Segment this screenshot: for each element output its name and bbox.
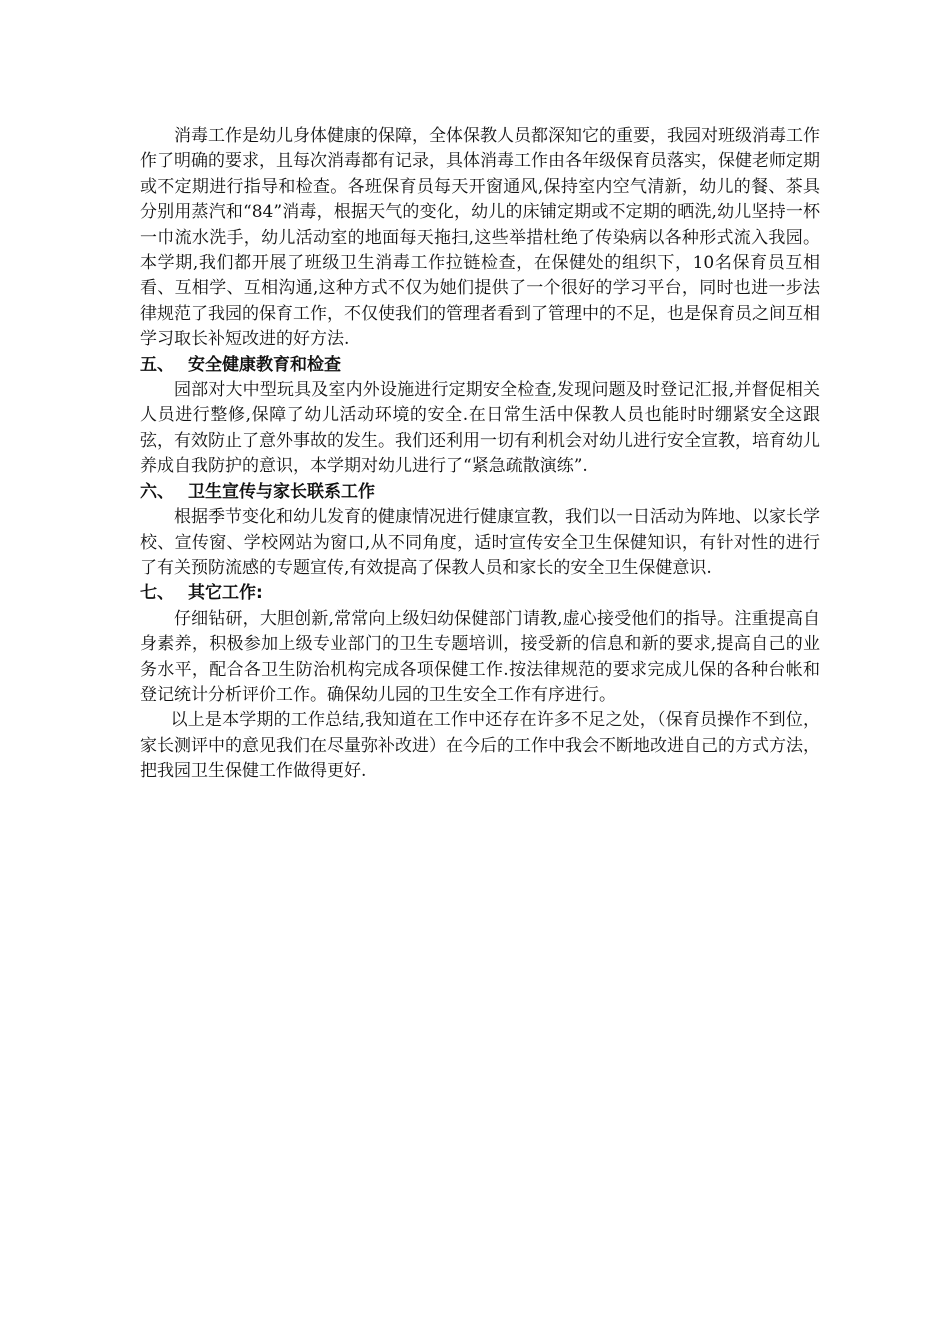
section-heading-other xyxy=(140,581,820,606)
section-heading-safety xyxy=(140,353,820,378)
paragraph-conclusion: 以上是本学期的工作总结,我知道在工作中还存在许多不足之处，（保育员操作不到位，家长测评中的意见我们在尽量弥补改进）在今后的工作中我会不断地改进自己的方式方法，把我园卫生保健工作做得更好. xyxy=(140,710,820,782)
section-title: 卫生宣传与家长联系工作 xyxy=(188,481,375,502)
section-title: 安全健康教育和检查 xyxy=(188,354,341,375)
paragraph-publicity: 根据季节变化和幼儿发育的健康情况进行健康宣教，我们以一日活动为阵地、以家长学校、宣传窗、学校网站为窗口,从不同角度，适时宣传安全卫生保健知识，有针对性的进行了有关预防流感的专题宣传,有效提高了保教人员和家长的安全卫生保健意识. xyxy=(140,507,820,578)
section-heading-publicity xyxy=(140,480,820,505)
paragraph-safety: 园部对大中型玩具及室内外设施进行定期安全检查,发现问题及时登记汇报,并督促相关人员进行整修,保障了幼儿活动环境的安全.在日常生活中保教人员也能时时绷紧安全这跟弦，有效防止了意外事故的发生。我们还利用一切有利机会对幼儿进行安全宣教，培育幼儿养成自我防护的意识，本学期对幼儿进行了“紧急疏散演练”. xyxy=(140,380,820,477)
paragraph-disinfection: 消毒工作是幼儿身体健康的保障，全体保教人员都深知它的重要，我园对班级消毒工作作了明确的要求，且每次消毒都有记录，具体消毒工作由各年级保育员落实，保健老师定期或不定期进行指导和检查。各班保育员每天开窗通风,保持室内空气清新，幼儿的餐、茶具分别用蒸汽和“84”消毒，根据天气的变化，幼儿的床铺定期或不定期的晒洗,幼儿坚持一杯一巾流水洗手，幼儿活动室的地面每天拖扫,这些举措杜绝了传染病以各种形式流入我园。本学期,我们都开展了班级卫生消毒工作拉链检查，在保健处的组织下，10名保育员互相看、互相学、互相沟通,这种方式不仅为她们提供了一个很好的学习平台，同时也进一步法律规范了我园的保育工作，不仅使我们的管理者看到了管理中的不足，也是保育员之间互相学习取长补短改进的好方法. xyxy=(140,126,820,350)
section-title: 其它工作: xyxy=(188,583,263,604)
paragraph-other: 仔细钻研，大胆创新,常常向上级妇幼保健部门请教,虚心接受他们的指导。注重提高自身素养，积极参加上级专业部门的卫生专题培训，接受新的信息和新的要求,提高自己的业务水平，配合各卫生防治机构完成各项保健工作.按法律规范的要求完成儿保的各种台帐和登记统计分析评价工作。确保幼儿园的卫生安全工作有序进行。 xyxy=(140,608,820,705)
section-number: 五、 xyxy=(140,354,174,375)
document-page xyxy=(140,124,820,785)
section-number: 七、 xyxy=(140,583,174,604)
section-number: 六、 xyxy=(140,481,174,502)
